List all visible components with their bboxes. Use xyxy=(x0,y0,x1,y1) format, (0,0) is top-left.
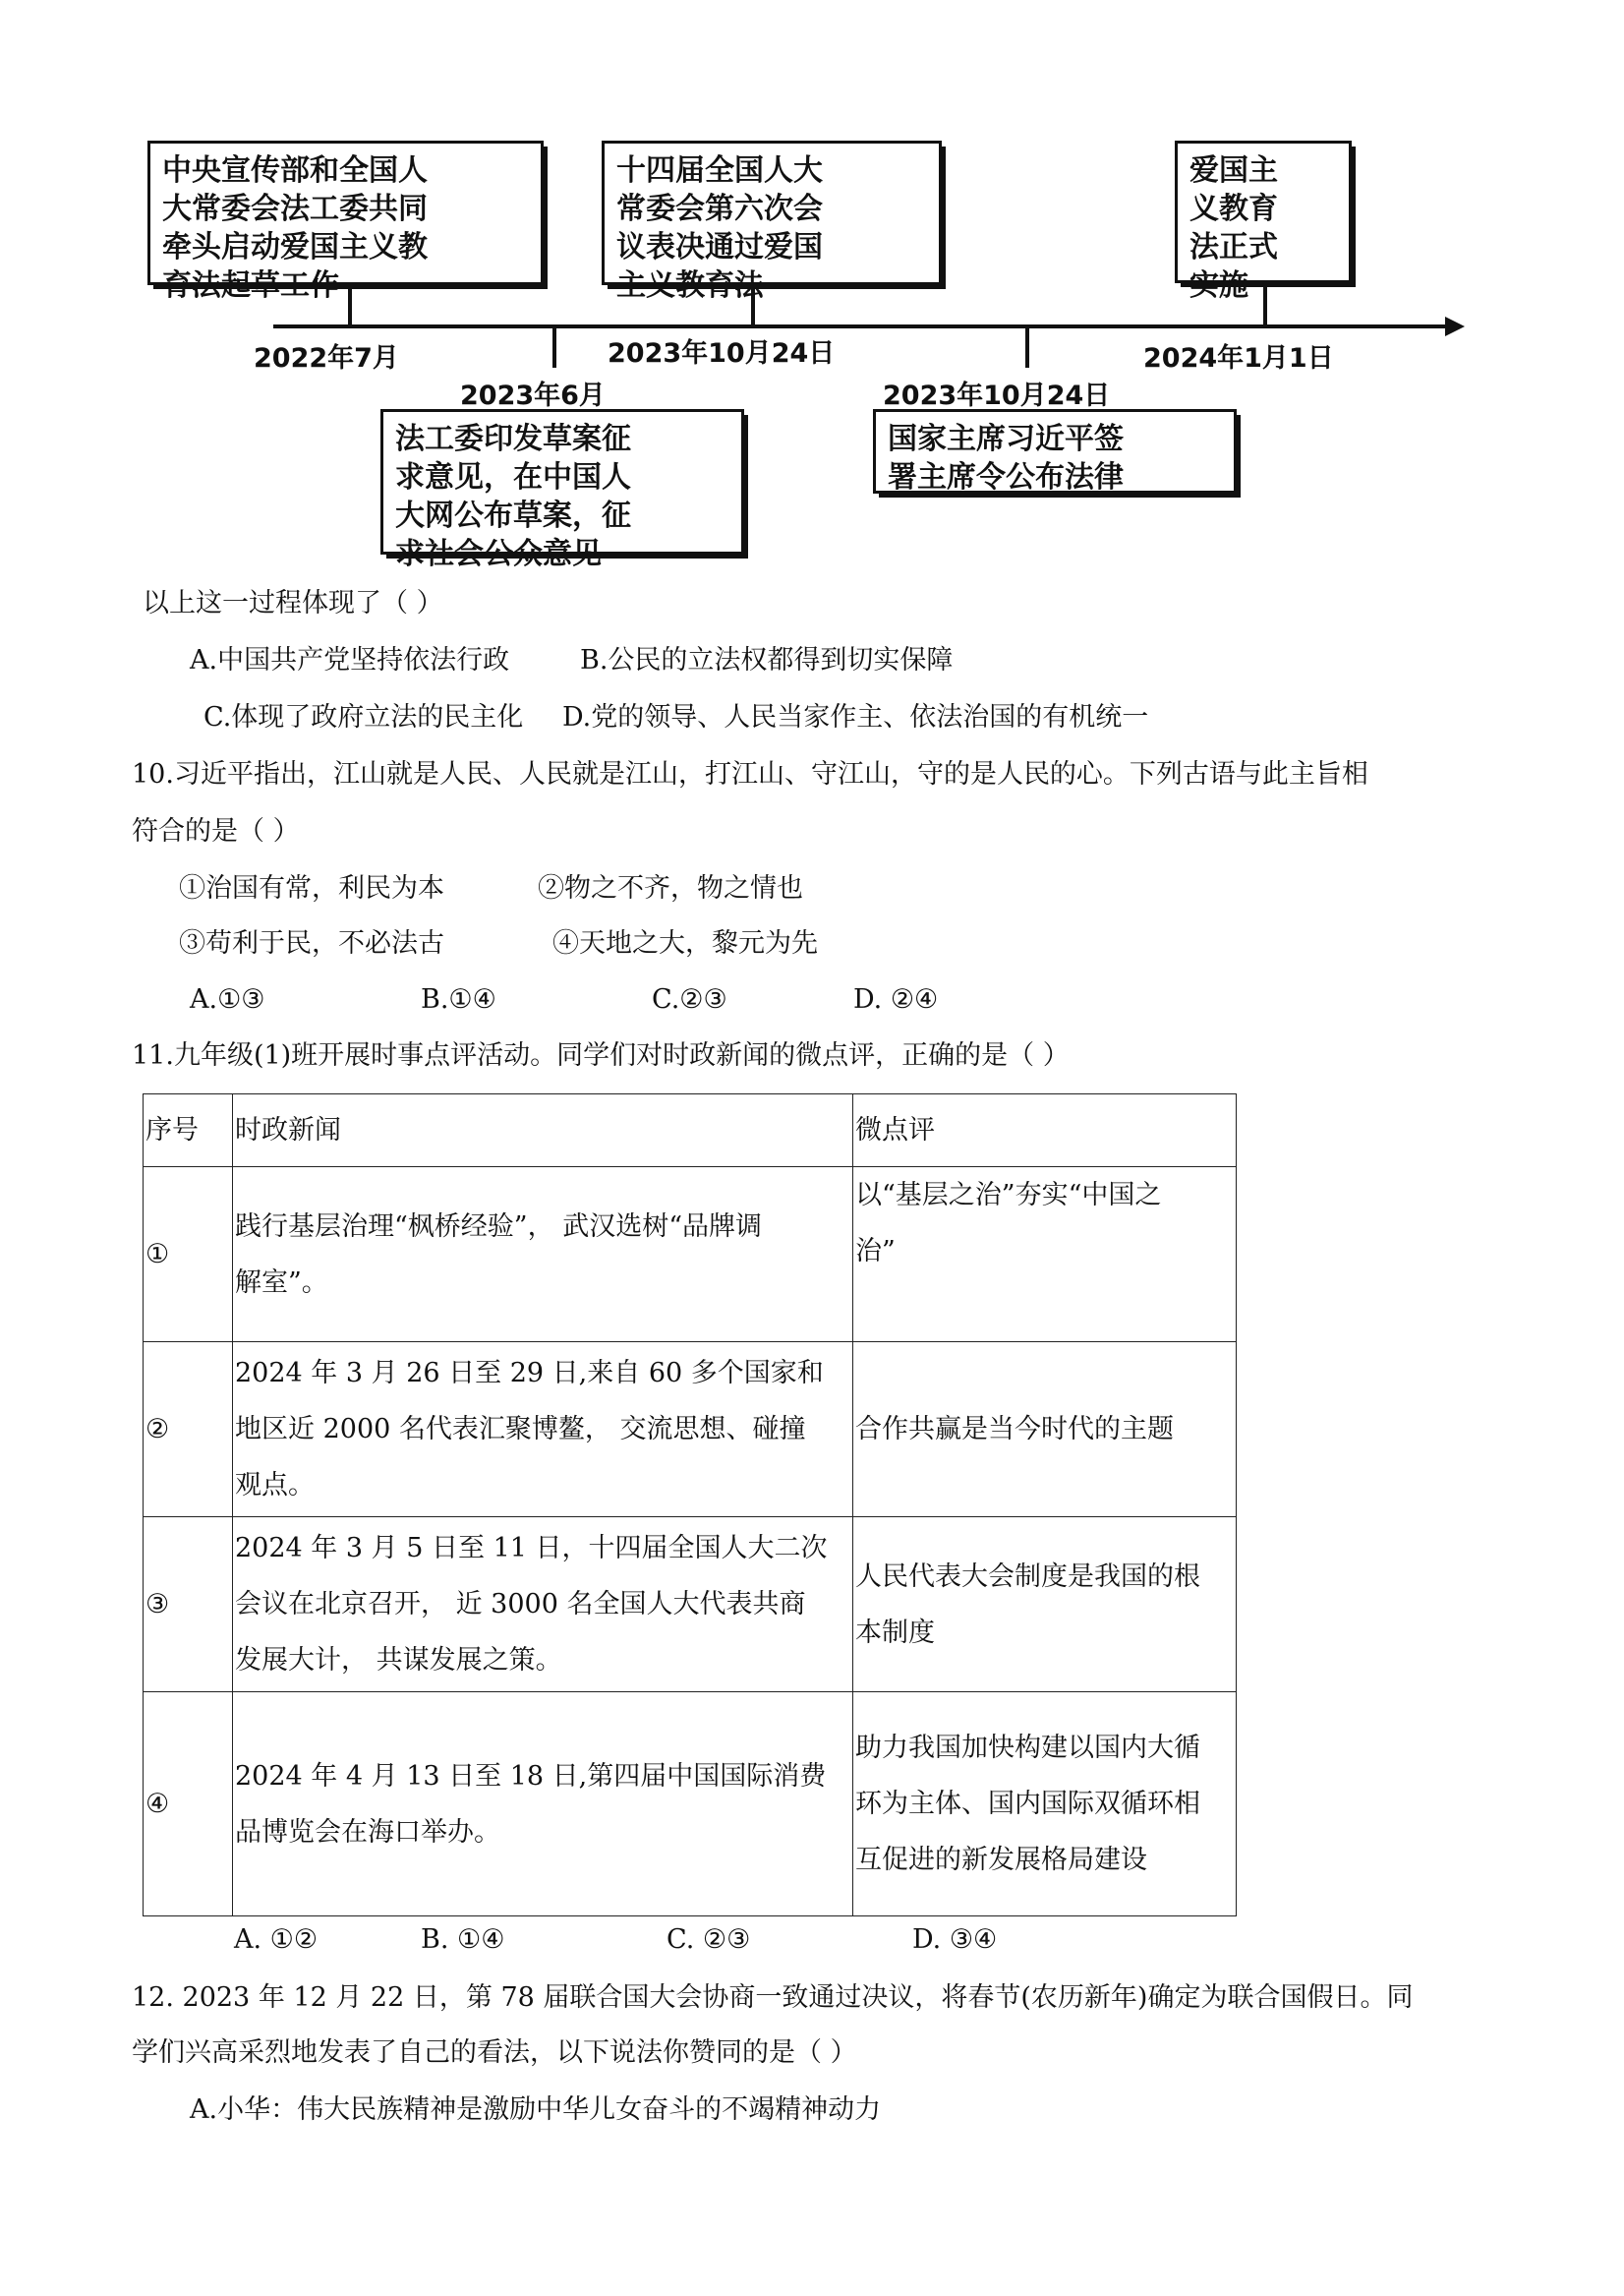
box-line: 求社会公众意见 xyxy=(395,537,602,571)
q10-stem-line2: 符合的是（ ） xyxy=(132,816,300,847)
table-row xyxy=(144,1692,1237,1916)
q10-option-b: B.①④ xyxy=(421,984,496,1015)
q11-option-b: B. ①④ xyxy=(421,1924,505,1955)
event-box-law-effective xyxy=(1175,141,1352,303)
date-label: 2023年6月 xyxy=(460,381,606,411)
box-line: 育法起草工作 xyxy=(162,268,339,303)
q10-item-1: ①治国有常，利民为本 xyxy=(179,873,444,904)
box-line: 法工委印发草案征 xyxy=(395,422,631,456)
box-line: 法正式 xyxy=(1189,230,1278,265)
tick-2023-10-24-bottom xyxy=(1025,326,1029,368)
q12-stem-line2: 学们兴高采烈地发表了自己的看法，以下说法你赞同的是（ ） xyxy=(132,2037,857,2068)
header-no: 序号 xyxy=(144,1094,233,1167)
row-comment xyxy=(853,1167,1237,1342)
row-no: ④ xyxy=(144,1692,233,1916)
q10-item-4: ④天地之大，黎元为先 xyxy=(552,928,818,959)
q10-item-2: ②物之不齐，物之情也 xyxy=(538,873,803,904)
box-line: 大网公布草案，征 xyxy=(395,499,631,533)
box-line: 义教育 xyxy=(1189,192,1278,226)
comment-line: 以“基层之治”夯实“中国之 xyxy=(855,1180,1162,1210)
row-comment xyxy=(853,1342,1237,1517)
comment-line: 环为主体、国内国际双循环相 xyxy=(855,1789,1200,1819)
q11-stem: 11.九年级(1)班开展时事点评活动。同学们对时政新闻的微点评，正确的是（ ） xyxy=(132,1040,1070,1071)
q9-option-d: D.党的领导、人民当家作主、依法治国的有机统一 xyxy=(562,702,1149,733)
box-line: 常委会第六次会 xyxy=(616,192,823,226)
news-line: 观点。 xyxy=(235,1470,315,1501)
box-line: 求意见，在中国人 xyxy=(395,460,631,495)
box-line: 议表决通过爱国 xyxy=(616,230,823,265)
news-line: 品博览会在海口举办。 xyxy=(235,1816,500,1848)
q10-option-c: C.②③ xyxy=(652,984,727,1015)
table-row xyxy=(144,1517,1237,1692)
q12-option-a: A.小华：伟大民族精神是激励中华儿女奋斗的不竭精神动力 xyxy=(190,2094,882,2125)
header-comment: 微点评 xyxy=(853,1094,1237,1167)
row-news xyxy=(233,1692,853,1916)
q10-option-a: A.①③ xyxy=(190,984,265,1015)
box-line: 十四届全国人大 xyxy=(616,153,823,188)
news-line: 2024 年 3 月 26 日至 29 日,来自 60 多个国家和 xyxy=(235,1358,824,1388)
comment-line: 人民代表大会制度是我国的根 xyxy=(855,1560,1200,1592)
box-line: 署主席令公布法律 xyxy=(888,460,1124,495)
box-line: 牵头启动爱国主义教 xyxy=(162,230,428,265)
row-news xyxy=(233,1517,853,1692)
comment-line: 本制度 xyxy=(855,1617,935,1648)
row-news xyxy=(233,1342,853,1517)
table-header-row xyxy=(144,1094,1237,1167)
q11-option-d: D. ③④ xyxy=(912,1924,998,1955)
box-line: 国家主席习近平签 xyxy=(888,422,1124,456)
q9-option-b: B.公民的立法权都得到切实保障 xyxy=(580,645,954,676)
news-line: 践行基层治理“枫桥经验”， 武汉选树“品牌调 xyxy=(235,1210,762,1242)
header-news: 时政新闻 xyxy=(233,1094,853,1167)
news-line: 地区近 2000 名代表汇聚博鳌， 交流思想、碰撞 xyxy=(235,1414,806,1444)
row-comment xyxy=(853,1517,1237,1692)
date-label: 2024年1月1日 xyxy=(1143,343,1334,374)
date-label: 2023年10月24日 xyxy=(883,381,1111,411)
date-label: 2022年7月 xyxy=(254,343,399,374)
box-line: 大常委会法工委共同 xyxy=(162,192,428,226)
box-line: 实施 xyxy=(1189,268,1248,303)
q11-option-a: A. ①② xyxy=(234,1924,319,1955)
tick-2023-6 xyxy=(552,326,556,368)
q11-option-c: C. ②③ xyxy=(667,1924,751,1955)
event-box-president-signs xyxy=(873,409,1237,494)
comment-line: 治” xyxy=(855,1236,896,1266)
box-line: 主义教育法 xyxy=(616,268,764,303)
q9-option-c: C.体现了政府立法的民主化 xyxy=(203,702,524,733)
table-row xyxy=(144,1167,1237,1342)
comment-line: 助力我国加快构建以国内大循 xyxy=(855,1733,1200,1763)
event-box-public-comment xyxy=(380,409,744,571)
table-row xyxy=(144,1342,1237,1517)
q9-stem: 以上这一过程体现了（ ） xyxy=(143,588,443,618)
timeline-axis xyxy=(273,324,1448,328)
q9-option-a: A.中国共产党坚持依法行政 xyxy=(190,645,510,676)
q10-item-3: ③苟利于民，不必法古 xyxy=(179,928,444,959)
date-label: 2023年10月24日 xyxy=(608,338,836,369)
q10-option-d: D. ②④ xyxy=(853,984,939,1015)
box-line: 爱国主 xyxy=(1189,153,1278,188)
timeline-arrowhead xyxy=(1445,317,1465,336)
news-line: 解室”。 xyxy=(235,1266,328,1298)
comment-line: 合作共赢是当今时代的主题 xyxy=(855,1414,1174,1444)
row-news xyxy=(233,1167,853,1342)
box-line: 中央宣传部和全国人 xyxy=(162,153,428,188)
news-table xyxy=(143,1093,1237,1916)
comment-line: 互促进的新发展格局建设 xyxy=(855,1845,1147,1875)
news-line: 发展大计， 共谋发展之策。 xyxy=(235,1645,562,1676)
news-line: 2024 年 3 月 5 日至 11 日，十四届全国人大二次 xyxy=(235,1533,828,1563)
news-line: 2024 年 4 月 13 日至 18 日,第四届中国国际消费 xyxy=(235,1760,827,1792)
event-box-drafting-start xyxy=(147,141,544,303)
row-no: ① xyxy=(144,1167,233,1342)
news-line: 会议在北京召开， 近 3000 名全国人大代表共商 xyxy=(235,1589,806,1619)
row-no: ② xyxy=(144,1342,233,1517)
event-box-law-passed xyxy=(602,141,942,303)
q12-stem-line1: 12. 2023 年 12 月 22 日，第 78 届联合国大会协商一致通过决议，将春节(农历新年)确定为联合国假日。同 xyxy=(132,1982,1414,2013)
row-comment xyxy=(853,1692,1237,1916)
row-no: ③ xyxy=(144,1517,233,1692)
q10-stem-line1: 10.习近平指出，江山就是人民、人民就是江山，打江山、守江山，守的是人民的心。下列古语与此主旨相 xyxy=(132,759,1368,790)
